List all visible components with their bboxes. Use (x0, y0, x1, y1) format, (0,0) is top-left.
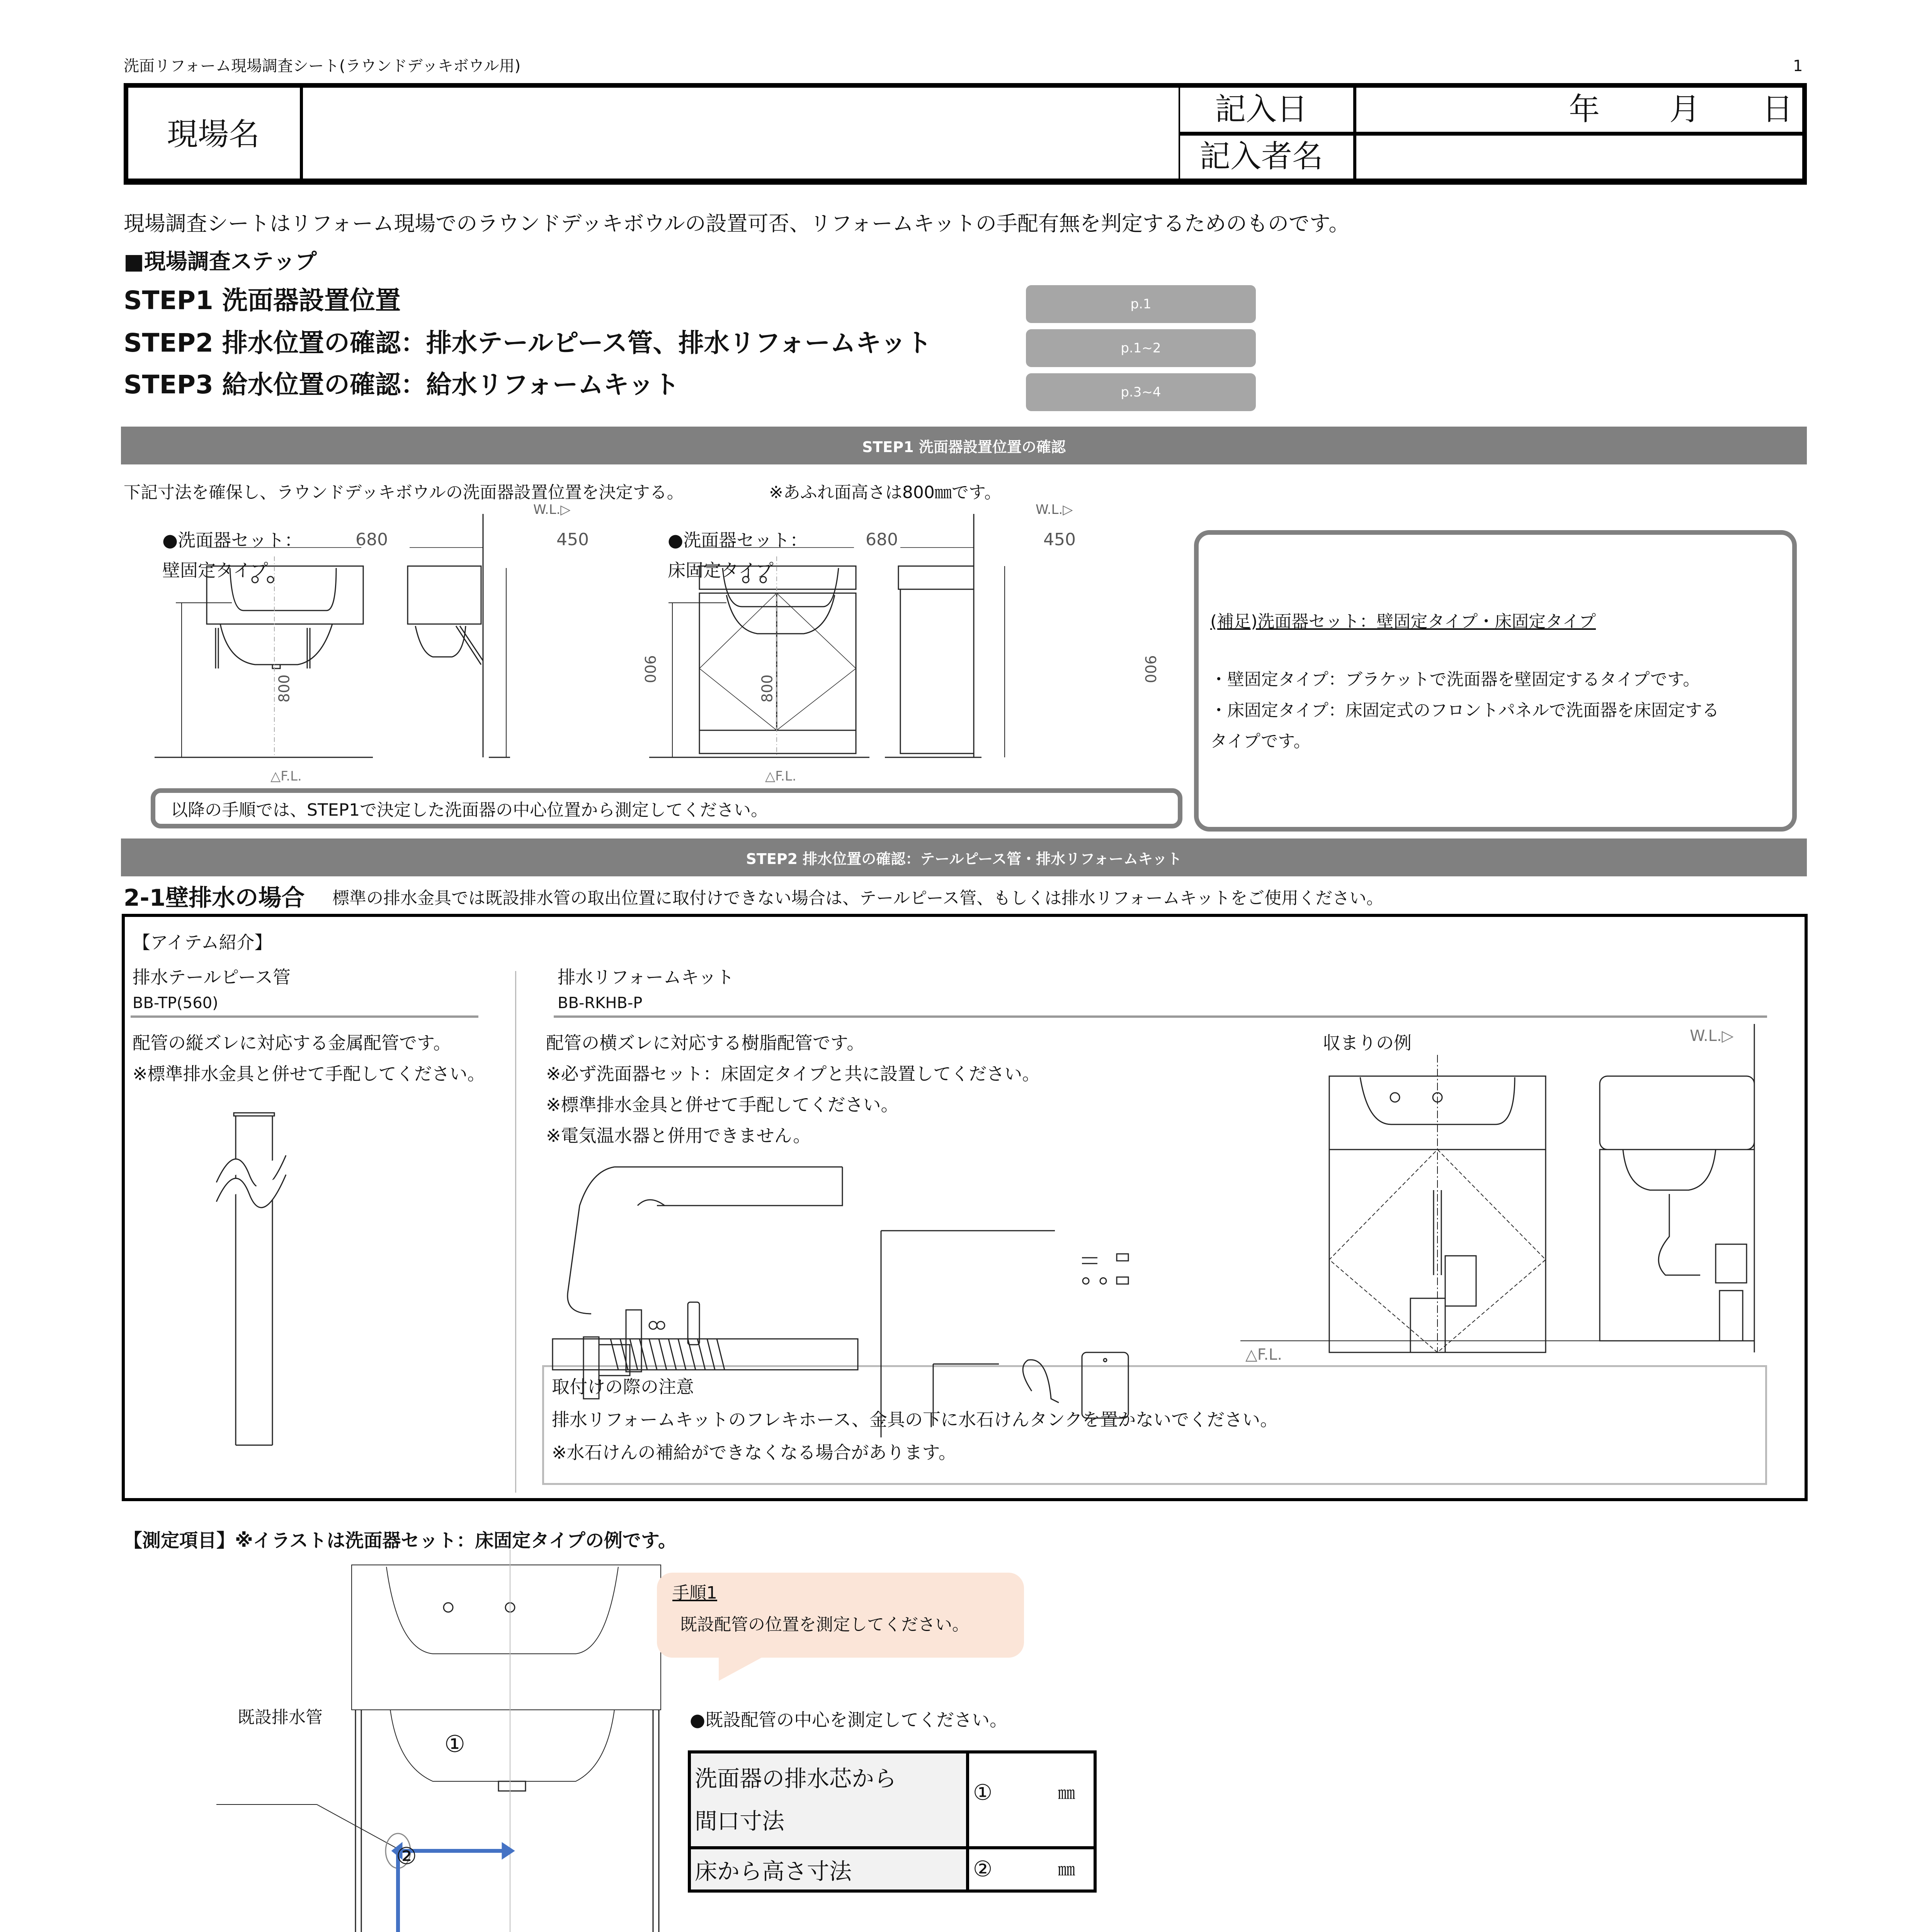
date-month: 月 (1669, 91, 1700, 127)
supplement-title: (補足)洗面器セット：壁固定タイプ・床固定タイプ (1210, 612, 1596, 631)
step1-note: ※あふれ面高さは800㎜です。 (769, 483, 1002, 502)
step2-band: STEP2 排水位置の確認：テールピース管・排水リフォームキット (121, 838, 1807, 876)
item2-desc-2: ※必ず洗面器セット：床固定タイプと共に設置してください。 (546, 1063, 1040, 1084)
reform-kit-parts-drawing (549, 1159, 1152, 1352)
entrant-label: 記入者名 (1199, 138, 1323, 174)
existing-pipe-label: 既設排水管 (238, 1708, 323, 1727)
date-day: 日 (1762, 91, 1793, 127)
wall-type-label-1: ●洗面器セット： (162, 530, 303, 551)
step2-label: STEP2 排水位置の確認：排水テールピース管、排水リフォームキット (124, 328, 932, 358)
step1-instruction: 下記寸法を確保し、ラウンドデッキボウルの洗面器設置位置を決定する。 (124, 483, 684, 502)
wall-width-dim: 680 (356, 530, 388, 549)
measure-row-2-unit: ㎜ (1058, 1860, 1075, 1880)
example-label: 収まりの例 (1323, 1032, 1412, 1053)
step1-label: STEP1 洗面器設置位置 (124, 286, 401, 315)
section-title: 2-1壁排水の場合 (124, 884, 305, 912)
floor-900-dim: 900 (1142, 655, 1159, 684)
site-name-label-cell (128, 88, 303, 179)
wall-type-drawing (116, 498, 1179, 792)
section-desc: 標準の排水金具では既設排水管の取出位置に取付けできない場合は、テールピース管、もしくは排水リフォームキットをご使用ください。 (332, 888, 1384, 908)
entrant-label-cell (1179, 136, 1356, 179)
measure-marker-1: ① (444, 1731, 465, 1758)
tailpiece-pipe-drawing (228, 1113, 305, 1453)
item1-divider (131, 1015, 478, 1018)
step1-bubble (657, 1573, 1024, 1658)
measure-row-2-marker: ② (973, 1857, 993, 1882)
wall-900-dim: 900 (641, 655, 659, 684)
intro-text: 現場調査シートはリフォーム現場でのラウンドデッキボウルの設置可否、リフォームキットの手配有無を判定するためのものです。 (124, 211, 1350, 236)
step3-page-button[interactable]: p.3~4 (1026, 373, 1256, 411)
flexible-hose-drawing (549, 1337, 858, 1383)
item1-desc-2: ※標準排水金具と併せて手配してください。 (133, 1063, 485, 1084)
item1-code: BB-TP(560) (133, 994, 218, 1012)
measure-row-1-label (689, 1752, 968, 1848)
after-note-text: 以降の手順では、STEP1で決定した洗面器の中心位置から測定してください。 (171, 800, 768, 820)
page-number: 1 (1793, 57, 1803, 75)
measure-marker-2: ② (396, 1843, 417, 1870)
wall-type-label-2: 壁固定タイプ (162, 560, 268, 581)
supplement-line-2: ・床固定タイプ：床固定式のフロントパネルで洗面器を床固定する (1210, 701, 1719, 720)
measure-row-1-label-line-1: 洗面器の排水芯から (695, 1765, 897, 1792)
floor-type-label-2: 床固定タイプ (668, 560, 774, 581)
wall-fl-mark: △F.L. (270, 769, 302, 784)
item-column-divider (515, 971, 516, 1493)
wall-wl-mark: W.L.▷ (533, 502, 571, 517)
installation-example-drawing (1329, 1074, 1801, 1352)
item2-divider (554, 1015, 1767, 1018)
floor-type-label-1: ●洗面器セット： (668, 530, 808, 551)
measure-heading: 【測定項目】※イラストは洗面器セット：床固定タイプの例です。 (124, 1530, 677, 1551)
measure-row-1-label-line-2: 間口寸法 (695, 1808, 785, 1835)
document-title: 洗面リフォーム現場調査シート(ラウンドデッキボウル用) (124, 57, 521, 75)
floor-800-dim: 800 (759, 674, 776, 703)
entry-date-input[interactable] (1356, 88, 1802, 136)
floor-width-dim: 680 (866, 530, 898, 549)
step1-bubble-tail (719, 1656, 765, 1683)
step1-page-button[interactable]: p.1 (1026, 285, 1256, 323)
measure-row-1 (689, 1752, 1095, 1848)
site-name-input[interactable] (303, 88, 1294, 179)
item2-code: BB-RKHB-P (558, 994, 643, 1012)
caution-line-1: 排水リフォームキットのフレキホース、金具の下に水石けんタンクを置かないでください。 (552, 1409, 1278, 1430)
caution-title: 取付けの際の注意 (552, 1376, 694, 1397)
measure-row-1-marker: ① (973, 1780, 993, 1805)
measure-row-1-input[interactable] (968, 1752, 1095, 1848)
step2-page-button[interactable]: p.1~2 (1026, 329, 1256, 367)
item1-desc-1: 配管の縦ズレに対応する金属配管です。 (133, 1032, 451, 1053)
supplement-line-3: タイプです。 (1210, 731, 1311, 751)
item2-desc-3: ※標準排水金具と併せて手配してください。 (546, 1094, 899, 1115)
supplement-box (1194, 530, 1797, 832)
items-label: 【アイテム紹介】 (133, 932, 272, 953)
item2-desc-1: 配管の横ズレに対応する樹脂配管です。 (546, 1032, 865, 1053)
measure-row-2-input[interactable] (968, 1848, 1095, 1891)
item2-desc-4: ※電気温水器と併用できません。 (546, 1125, 811, 1146)
caution-line-2: ※水石けんの補給ができなくなる場合があります。 (552, 1442, 956, 1463)
measure-table-intro: ●既設配管の中心を測定してください。 (690, 1709, 1008, 1730)
measure-row-2 (689, 1848, 1095, 1891)
measure-row-2-label: 床から高さ寸法 (689, 1848, 968, 1891)
example-fl-mark: △F.L. (1245, 1346, 1283, 1364)
wall-depth-dim: 450 (556, 530, 589, 549)
after-note-box (151, 788, 1182, 828)
example-wl-mark: W.L.▷ (1690, 1027, 1734, 1045)
step1-bubble-title: 手順1 (672, 1583, 717, 1603)
floor-depth-dim: 450 (1043, 530, 1076, 549)
entry-date-label-cell (1179, 88, 1356, 136)
step1-band: STEP1 洗面器設置位置の確認 (121, 427, 1807, 464)
wall-800-dim: 800 (276, 674, 293, 703)
entrant-input[interactable] (1356, 136, 1802, 179)
steps-heading: ■現場調査ステップ (124, 249, 317, 274)
measure-table (688, 1750, 1097, 1893)
floor-wl-mark: W.L.▷ (1036, 502, 1073, 517)
step3-label: STEP3 給水位置の確認：給水リフォームキット (124, 370, 680, 400)
item2-name: 排水リフォームキット (558, 967, 734, 988)
item1-name: 排水テールピース管 (133, 967, 291, 988)
floor-fl-mark: △F.L. (765, 769, 796, 784)
site-name-label: 現場名 (167, 116, 260, 152)
measure-row-1-unit: ㎜ (1058, 1783, 1075, 1803)
header-table (124, 83, 1807, 185)
entry-date-label: 記入日 (1215, 91, 1308, 127)
supplement-line-1: ・壁固定タイプ：ブラケットで洗面器を壁固定するタイプです。 (1210, 670, 1700, 689)
step1-bubble-text: 既設配管の位置を測定してください。 (680, 1615, 969, 1634)
date-year: 年 (1569, 91, 1600, 127)
